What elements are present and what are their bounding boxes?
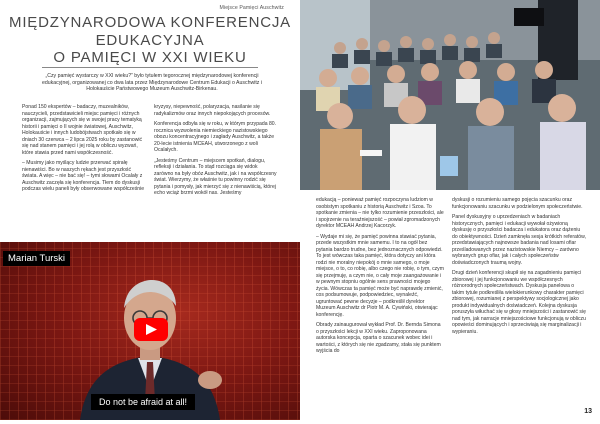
audience-illustration — [300, 0, 600, 190]
paragraph: Konferencja odbyła się w roku, w którym przypada 80. rocznica wyzwolenia niemieckiego nazistowskiego obozu koncentracyjnego i zagłady Auschwitz, a także 20-lecie istnienia MCEAH, utworzonego z woli Ocalałych. — [154, 121, 277, 153]
youtube-play-icon — [146, 324, 157, 335]
paragraph: Drugi dzień konferencji skupił się na zagadnieniu pamięci zbiorowej i jej funkcjonowaniu we współczesnych różnorodnych społeczeństwach. Dyskusja panelowa o takim tytule podkreśliła wielokierunkowy charakter pamięci zbiorowej, rozumianej z perspektywy socjologicznej jako produkt indywidualnych doświadczeń. Kolejna dyskusja poruszyła wiłuchać się w głosy mniejszości i zastanowić się nad tym, jak narracje mniejszościowe funkcjonują w obliczu opowieści dominujących i sprzeciwiają się marginalizacji i wypieraniu. — [452, 270, 586, 335]
title-line-1: MIĘDZYNARODOWA KONFERENCJA — [9, 14, 291, 31]
paragraph: Ponad 150 ekspertów – badaczy, muzealników, nauczycieli, przedstawicieli miejsc pamięci i różnych organizacji, zajmujących się w swojej pracy tematyką historii i pamięci o II wojnie światowej, Auschwitz, Holokauście i innych ludobójstwach spotkało się w dniach 30 czerwca – 2 lipca 2025 roku by zastanowić się nad stanem pamięci i jej rolą w obliczu wyzwań, które stawia przed nami współczesność. — [22, 104, 143, 156]
left-column-2 — [154, 104, 278, 201]
paragraph: – Wydaje mi się, że pamięć powinna stawiać pytania, przede wszystkim mnie samemu. I to na ogół bez pytania bardzo trudne, bez jednoznacznych odpowiedzi. To jest wówczas taka pamięć, która dotyczy ani która rodzi nie moralny niepokój o mnie samego, o moje miejsce, o to, co robię, albo czego nie robię, o tym, czym się przejmuję, a czym nie, o cały moje zaangażowanie i w pewnym stopniu ogólnie sens prawności mojego życia. Wówczas ta pamięć może być naprawdę zmienić, cos podsumowuje, podpowiedziec, wynaleźć, ugruntować pewne decyzje – podkreślił dyrektor Muzeum Auschwitz dr Piotr M. A. Cywiński, otwierając konferencję. — [316, 233, 444, 318]
left-column-1 — [22, 104, 146, 197]
conference-audience-photo — [300, 0, 600, 190]
paragraph: kryzysy, niepewność, polaryzacja, nasilanie się radykalizmów oraz innych niepokojących procesów. — [154, 104, 271, 117]
article-lead: „Czy pamięć wystarczy w XXI wieku?” było tytułem tegorocznej międzynarodowej konferencji edukacyjnej, organizowanej co dwa lata przez Międzynarodowe Centrum Edukacji o Auschwitz i Holokauście Państwowego Muzeum Auschwitz-Birkenau. — [41, 73, 262, 93]
paragraph: – Musimy jako myślący ludzie przerwać spirałę nienawiści. Bo w naszych rękach jest przyszłość świata. A więc – nie bać się! – tymi słowami Ocalały z Auschwitz zaczęła się konferencja. Tłem do dyskusji podczas wielu paneli były obserwowane współcześnie — [22, 160, 145, 192]
title-line-2: EDUKACYJNA — [95, 31, 205, 49]
right-column-2 — [452, 197, 586, 339]
video-embed[interactable] — [0, 242, 300, 420]
video-speaker-label: Marian Turski — [3, 251, 70, 266]
article-title — [0, 14, 300, 67]
right-page — [300, 0, 600, 424]
title-line-3: O PAMIĘCI W XXI WIEKU — [53, 49, 247, 66]
paragraph: Obrady zainaugurował wykład Prof. Dr. Bernda Simona o przyszłości lekcji w XXI wieku. Zaproponowana autorska koncepcja, oparta o szacunek wobec idei i wartości, z których się nie zgadzamy, stała się punktem wyjścia do — [316, 322, 441, 354]
title-divider — [42, 67, 258, 68]
paragraph: edukacją – ponieważ pamięć rozpoczyna ludziom w osobistym spotkaniu z historią Auschwitz i Szoa. To spotkanie zmienia – nie tylko rozumienie przeszłości, ale i spojrzenie na teraźniejszość – powiał zgromadzonych dyrektor MCEAH Andrzej Kacorzyk. — [316, 197, 444, 229]
video-caption: Do not be afraid at all! — [91, 394, 195, 410]
paragraph: dyskusji o rozumieniu samego pojęcia szacunku oraz funkcjonowaniu szacunku w podzielonym społeczeństwie. — [452, 197, 583, 210]
page-number: 13 — [584, 408, 592, 415]
section-label: Miejsce Pamięci Auschwitz — [219, 5, 284, 11]
play-button[interactable] — [134, 318, 168, 341]
right-column-1 — [316, 197, 444, 359]
paragraph: Panel dyskusyjny o uprzedzeniach w badaniach historycznych, pamięci i edukacji wywołał ożywioną dyskusję o przyszłości badacza i edukatora oraz dążeniu do obiektywności. Dzień zamknęła sesja krótkich referatów, przedstawiających najnowsze badania nad losami ofiar prześladowanych przez nazistowskie Niemcy – zarówno wybranych grup ofiar, jak i całych społeczeństw doświadczonych traumą wojny. — [452, 214, 586, 266]
paragraph: „Jesteśmy Centrum – miejscem spotkań, dialogu, refleksji i działania. To stąd rozciąga się widok zarówno na były obóz Auschwitz, jak i na współczesny świat. Wierzymy, że właśnie tu powinny rodzić się pytania i pomysły, jak mierzyć się z nienawiścią, której echo wciąż brzmi wokół nas. Jesteśmy — [154, 157, 277, 196]
